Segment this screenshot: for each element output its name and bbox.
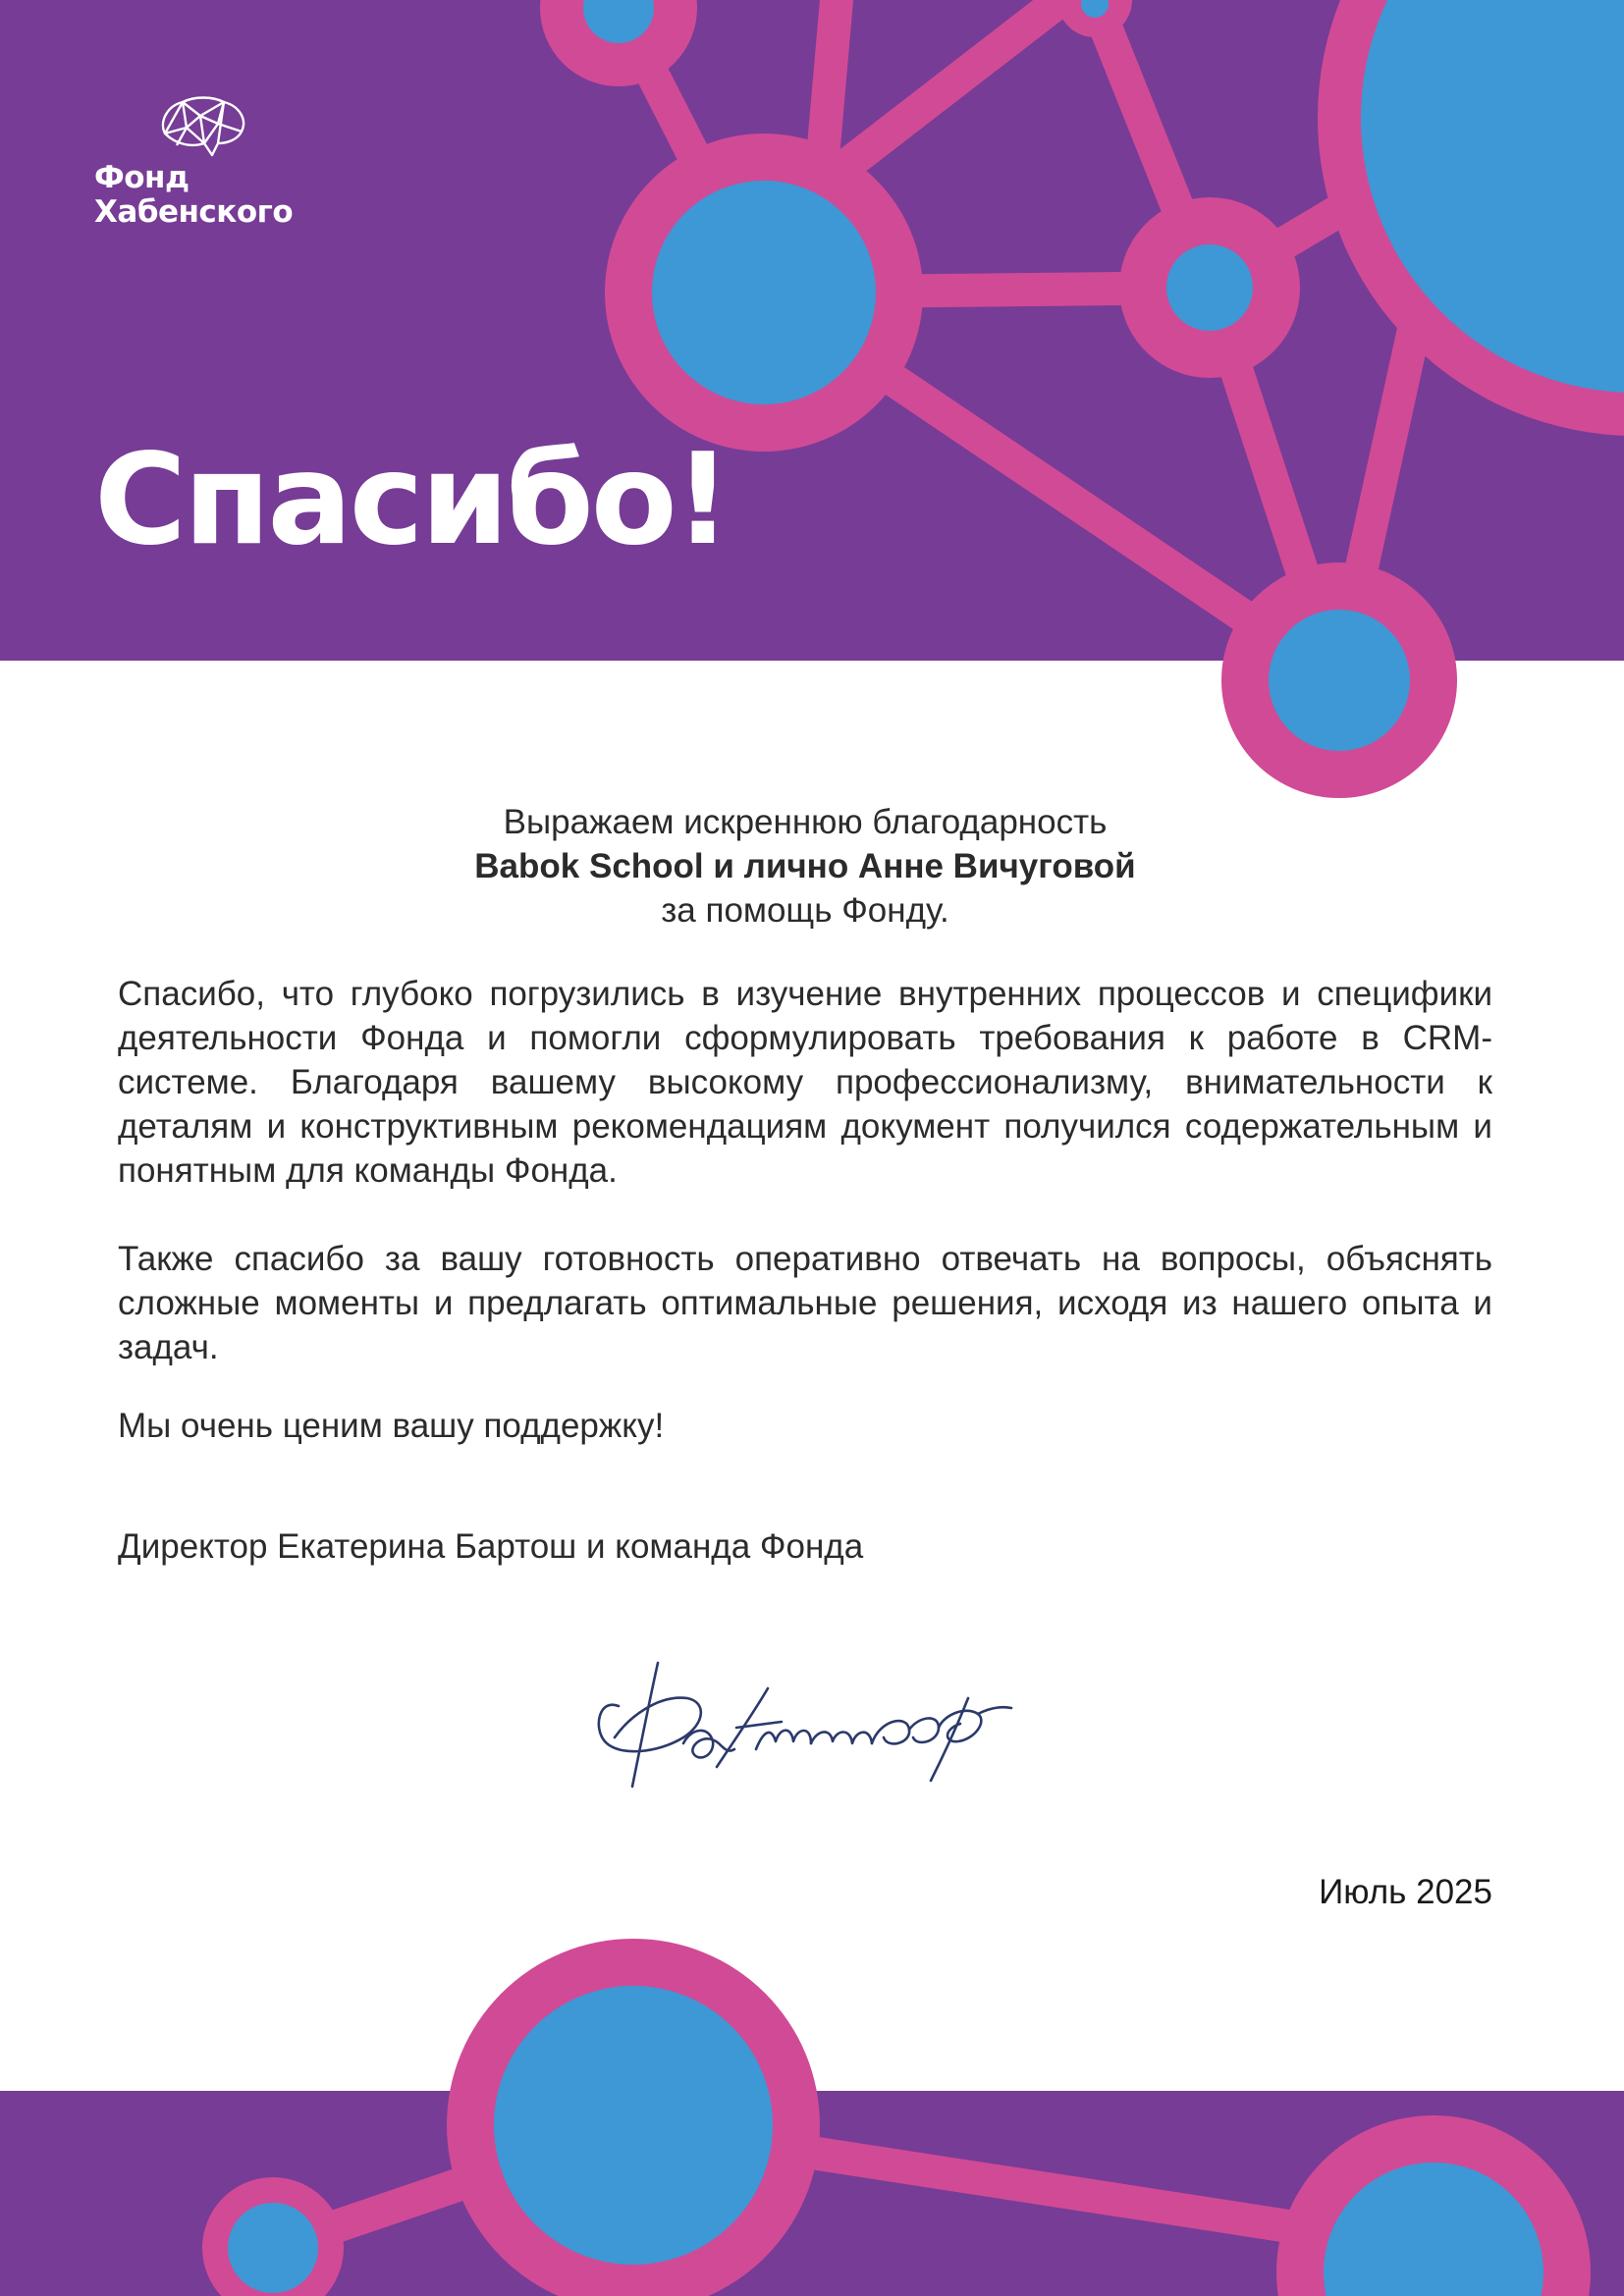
body-paragraph-3: Мы очень ценим вашу поддержку! bbox=[118, 1407, 665, 1445]
body-paragraph-1: Спасибо, что глубоко погрузились в изучение внутренних процессов и специфики деятельности Фонда и помогли сформулировать требования к работе в CRM-системе. Благодаря вашему высокому профессионализму, внимательности к деталям и конструктивным рекомендациям документ получился содержательным и понятным для команды Фонда. bbox=[118, 975, 1492, 1190]
foundation-logo bbox=[94, 94, 330, 241]
brain-network-icon bbox=[157, 94, 247, 159]
recipient-line: Babok School и лично Анне Вичуговой bbox=[474, 847, 1136, 885]
body-paragraph-2: Также спасибо за вашу готовность оперативно отвечать на вопросы, объяснять сложные моменты и предлагать оптимальные решения, исходя из нашего опыта и задач. bbox=[118, 1240, 1492, 1366]
director-signoff: Директор Екатерина Бартош и команда Фонда bbox=[118, 1527, 864, 1566]
intro-line-1: Выражаем искреннюю благодарность bbox=[503, 803, 1108, 841]
letter-date: Июль 2025 bbox=[1319, 1873, 1492, 1911]
footer-network-graphic bbox=[0, 1924, 1624, 2296]
intro-block bbox=[118, 800, 1492, 933]
intro-line-3: за помощь Фонду. bbox=[661, 891, 949, 930]
thank-you-title: Спасибо! bbox=[94, 427, 729, 573]
logo-line-2: Хабенского bbox=[94, 194, 294, 230]
logo-line-1: Фонд bbox=[94, 160, 189, 195]
handwritten-signature-icon bbox=[589, 1659, 1021, 1796]
